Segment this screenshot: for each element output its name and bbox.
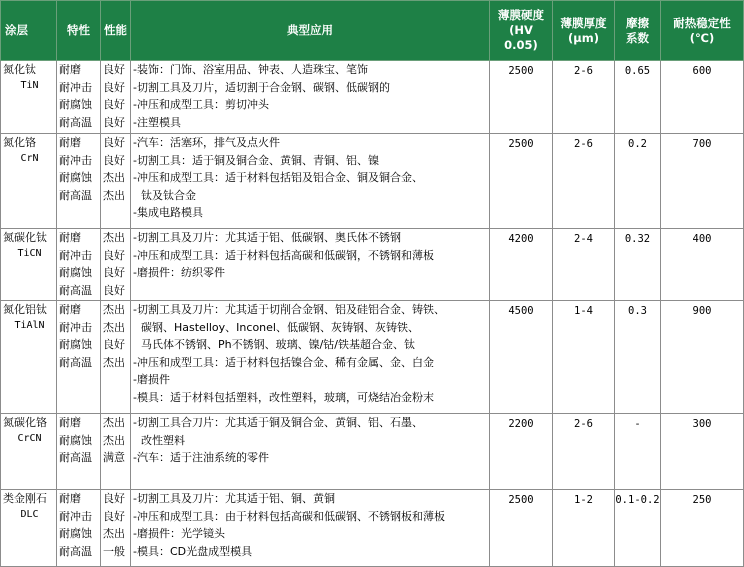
property-item: 耐冲击: [59, 509, 92, 523]
application-line: -切割工具合刀片：尤其适于铜及铜合金、黄铜、铝、石墨、: [133, 416, 423, 429]
friction-cell: 0.3: [615, 301, 661, 414]
hardness-cell: 2500: [490, 134, 553, 229]
thickness-cell: 1-4: [553, 301, 615, 414]
property-item: 耐高温: [59, 451, 92, 464]
friction-cell: 0.65: [615, 61, 661, 134]
property-item: 耐高温: [59, 283, 92, 297]
property-item: 耐磨: [59, 63, 81, 76]
property-cell: [57, 229, 101, 301]
heat-stability-cell: 400: [661, 229, 744, 301]
application-line: -磨损件：光学镜头: [133, 527, 225, 540]
header-performance: 性能: [101, 1, 131, 61]
performance-item: 良好: [103, 153, 125, 167]
friction-cell: -: [615, 414, 661, 490]
performance-item: 杰出: [103, 303, 125, 316]
performance-cell: [101, 490, 131, 567]
coating-name-cn: 氮碳化钛: [3, 231, 47, 244]
application-line: 改性塑料: [141, 433, 185, 447]
property-item: 耐磨: [59, 303, 81, 316]
property-item: 耐冲击: [59, 153, 92, 167]
performance-item: 杰出: [103, 433, 125, 447]
header-coating: 涂层: [1, 1, 57, 61]
heat-stability-cell: 250: [661, 490, 744, 567]
performance-item: 良好: [103, 248, 125, 262]
coating-name-en: TiAlN: [14, 320, 45, 331]
property-item: 耐腐蚀: [59, 433, 92, 447]
heat-stability-cell: 700: [661, 134, 744, 229]
heat-stability-cell: 300: [661, 414, 744, 490]
hardness-cell: 4500: [490, 301, 553, 414]
property-cell: [57, 301, 101, 414]
performance-item: 良好: [103, 136, 125, 149]
application-line: -磨损件: [133, 373, 170, 386]
application-line: -模具：适于材料包括塑料，改性塑料，玻璃，可烧结冶金粉末: [133, 390, 434, 404]
table-row: [1, 414, 744, 490]
application-cell: [131, 229, 490, 301]
performance-item: 杰出: [103, 188, 125, 202]
property-item: 耐腐蚀: [59, 266, 92, 279]
application-cell: [131, 134, 490, 229]
header-thickness: 薄膜厚度 (μm): [553, 1, 615, 61]
application-line: -冲压和成型工具：适于材料包括镍合金、稀有金属、金、白金: [133, 355, 434, 369]
application-line: 碳钢、Hastelloy、Inconel、低碳钢、灰铸钢、灰铸铁、: [141, 320, 419, 334]
header-property: 特性: [57, 1, 101, 61]
performance-item: 良好: [103, 283, 125, 297]
friction-cell: 0.2: [615, 134, 661, 229]
friction-cell: 0.1-0.2: [615, 490, 661, 567]
property-item: 耐磨: [59, 231, 81, 244]
property-cell: [57, 490, 101, 567]
application-line: -汽车：活塞环，排气及点火件: [133, 136, 280, 149]
application-cell: [131, 301, 490, 414]
property-item: 耐磨: [59, 416, 81, 429]
table-row: [1, 61, 744, 134]
property-item: 耐腐蚀: [59, 98, 92, 111]
performance-cell: [101, 229, 131, 301]
thickness-cell: 2-6: [553, 134, 615, 229]
application-line: -冲压和成型工具：适于材料包括高碳和低碳钢，不锈钢和薄板: [133, 248, 434, 262]
coating-name-cell: [1, 229, 57, 301]
performance-item: 杰出: [103, 527, 125, 540]
performance-item: 良好: [103, 492, 125, 505]
application-cell: [131, 414, 490, 490]
application-line: -冲压和成型工具：由于材料包括高碳和低碳钢、不锈钢板和薄板: [133, 509, 445, 523]
performance-item: 杰出: [103, 320, 125, 334]
thickness-cell: 1-2: [553, 490, 615, 567]
performance-item: 良好: [103, 509, 125, 523]
coating-name-cn: 氮化钛: [3, 63, 36, 76]
property-cell: [57, 414, 101, 490]
header-row: [1, 1, 744, 61]
coating-name-en: DLC: [20, 509, 39, 520]
performance-cell: [101, 301, 131, 414]
coating-name-cell: [1, 414, 57, 490]
table-row: [1, 490, 744, 567]
property-item: 耐高温: [59, 544, 92, 558]
property-item: 耐磨: [59, 136, 81, 149]
thickness-cell: 2-6: [553, 414, 615, 490]
hardness-cell: 2500: [490, 61, 553, 134]
performance-item: 良好: [103, 80, 125, 94]
coating-name-en: CrN: [20, 153, 39, 164]
property-item: 耐高温: [59, 188, 92, 202]
coating-name-cn: 类金刚石: [3, 492, 47, 505]
coating-name-cell: [1, 134, 57, 229]
performance-item: 良好: [103, 115, 125, 129]
performance-cell: [101, 134, 131, 229]
coating-name-cn: 氮化铬: [3, 136, 36, 149]
property-item: 耐冲击: [59, 320, 92, 334]
coating-name-en: CrCN: [17, 433, 42, 444]
property-cell: [57, 134, 101, 229]
heat-stability-cell: 900: [661, 301, 744, 414]
application-cell: [131, 490, 490, 567]
heat-stability-cell: 600: [661, 61, 744, 134]
table-row: [1, 134, 744, 229]
performance-item: 良好: [103, 63, 125, 76]
application-line: -集成电路模具: [133, 206, 203, 219]
header-friction: 摩擦 系数: [615, 1, 661, 61]
coating-name-cell: [1, 490, 57, 567]
performance-cell: [101, 61, 131, 134]
performance-item: 杰出: [103, 355, 125, 369]
performance-item: 良好: [103, 266, 125, 279]
application-line: 钛及钛合金: [141, 188, 196, 202]
property-item: 耐磨: [59, 492, 81, 505]
coating-name-cell: [1, 301, 57, 414]
application-line: -汽车：适于注油系统的零件: [133, 451, 269, 464]
header-heat-stability: 耐热稳定性 (℃): [661, 1, 744, 61]
performance-item: 杰出: [103, 231, 125, 244]
header-application: 典型应用: [131, 1, 490, 61]
performance-item: 杰出: [103, 416, 125, 429]
application-cell: [131, 61, 490, 134]
property-item: 耐腐蚀: [59, 338, 92, 351]
application-line: -冲压和成型工具：适于材料包括铝及铝合金、铜及铜合金、: [133, 171, 423, 184]
performance-item: 良好: [103, 98, 125, 111]
hardness-cell: 4200: [490, 229, 553, 301]
table-row: [1, 229, 744, 301]
performance-item: 杰出: [103, 171, 125, 184]
property-item: 耐腐蚀: [59, 527, 92, 540]
application-line: -装饰：门饰、浴室用品、钟表、人造珠宝、笔饰: [133, 63, 368, 76]
property-item: 耐冲击: [59, 248, 92, 262]
application-line: -模具：CD光盘成型模具: [133, 544, 253, 558]
application-line: -冲压和成型工具：剪切冲头: [133, 98, 269, 111]
application-line: -注塑模具: [133, 115, 181, 129]
application-line: -切割工具：适于铜及铜合金、黄铜、青铜、铝、镍: [133, 153, 379, 167]
table-row: [1, 301, 744, 414]
header-hardness: 薄膜硬度 (HV 0.05): [490, 1, 553, 61]
coating-name-cell: [1, 61, 57, 134]
performance-cell: [101, 414, 131, 490]
property-cell: [57, 61, 101, 134]
application-line: 马氏体不锈钢、Ph不锈钢、玻璃、镍/钴/铁基超合金、钛: [141, 338, 416, 351]
performance-item: 良好: [103, 338, 125, 351]
coating-name-cn: 氮化铝钛: [3, 303, 47, 316]
coating-name-en: TiN: [20, 80, 39, 91]
application-line: -切割工具及刀片：尤其适于铝、低碳钢、奥氏体不锈钢: [133, 231, 401, 244]
coating-name-cn: 氮碳化铬: [3, 416, 47, 429]
property-item: 耐冲击: [59, 80, 92, 94]
thickness-cell: 2-6: [553, 61, 615, 134]
property-item: 耐腐蚀: [59, 171, 92, 184]
application-line: -磨损件：纺织零件: [133, 266, 225, 279]
performance-item: 一般: [103, 544, 125, 558]
thickness-cell: 2-4: [553, 229, 615, 301]
application-line: -切割工具及刀片：尤其适于切削合金钢、铝及硅铝合金、铸铁、: [133, 303, 445, 316]
coating-name-en: TiCN: [17, 248, 42, 259]
hardness-cell: 2200: [490, 414, 553, 490]
application-line: -切割工具及刀片：尤其适于铝、铜、黄铜: [133, 492, 335, 505]
hardness-cell: 2500: [490, 490, 553, 567]
property-item: 耐高温: [59, 115, 92, 129]
property-item: 耐高温: [59, 355, 92, 369]
performance-item: 满意: [103, 451, 125, 464]
friction-cell: 0.32: [615, 229, 661, 301]
application-line: -切割工具及刀片，适切割于合金钢、碳钢、低碳钢的: [133, 80, 390, 94]
